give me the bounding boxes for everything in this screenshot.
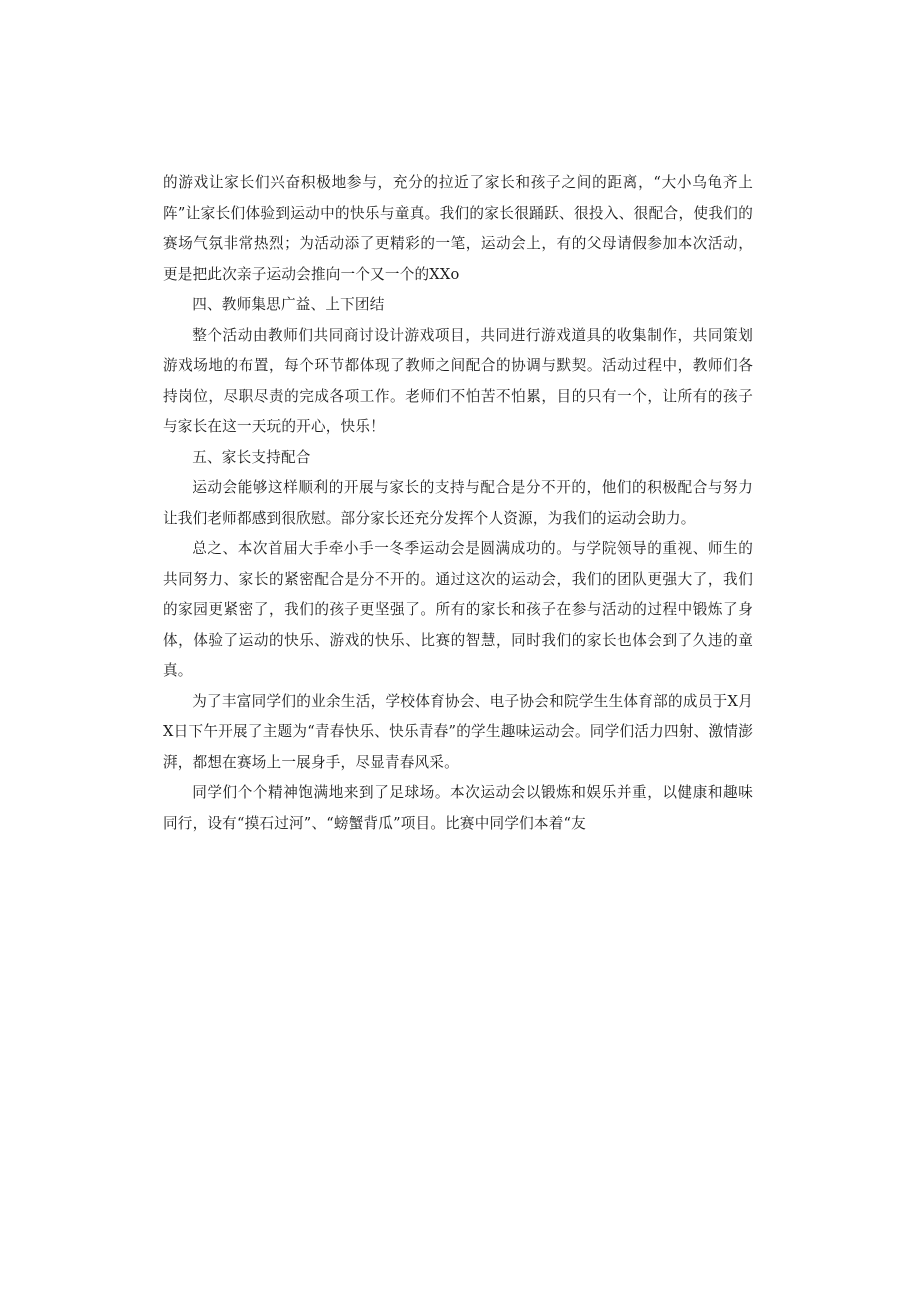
paragraph-continuation: 的游戏让家长们兴奋积极地参与，充分的拉近了家长和孩子之间的距离，“大小乌龟齐上阵”让家长们体验到运动中的快乐与童真。我们的家长很踊跃、很投入、很配合，使我们的赛场气氛非常热烈；为活动添了更精彩的一笔，运动会上，有的父母请假参加本次活动，更是把此次亲子运动会推向一个又一个的XXo [163, 174, 753, 283]
paragraph-student-games: 为了丰富同学们的业余生活，学校体育协会、电子协会和院学生生体育部的成员于X月X日下午开展了主题为“青春快乐、快乐青春”的学生趣味运动会。同学们活力四射、激情澎湃，都想在赛场上一展身手，尽显青春风采。 [163, 692, 753, 771]
section-heading-four: 四、教师集思广益、上下团结 [192, 296, 385, 313]
paragraph-teachers: 整个活动由教师们共同商讨设计游戏项目，共同进行游戏道具的收集制作，共同策划游戏场地的布置，每个环节都体现了教师之间配合的协调与默契。活动过程中，教师们各持岗位，尽职尽责的完成各项工作。老师们不怕苦不怕累，目的只有一个，让所有的孩子与家长在这一天玩的开心，快乐！ [163, 326, 753, 435]
section-heading-five: 五、家长支持配合 [192, 448, 311, 466]
paragraph-parents-support: 运动会能够这样顺利的开展与家长的支持与配合是分不开的，他们的积极配合与努力让我们老师都感到很欣慰。部分家长还充分发挥个人资源，为我们的运动会助力。 [163, 479, 753, 527]
paragraph-football-field: 同学们个个精神饱满地来到了足球场。本次运动会以锻炼和娱乐并重，以健康和趣味同行，设有“摸石过河”、“螃蟹背瓜”项目。比赛中同学们本着“友 [163, 784, 753, 832]
paragraph-summary: 总之、本次首届大手牵小手一冬季运动会是圆满成功的。与学院领导的重视、师生的共同努力、家长的紧密配合是分不开的。通过这次的运动会，我们的团队更强大了，我们的家园更紧密了，我们的孩子更坚强了。所有的家长和孩子在参与活动的过程中锻炼了身体，体验了运动的快乐、游戏的快乐、比赛的智慧，同时我们的家长也体会到了久违的童真。 [163, 540, 753, 679]
document-body [163, 168, 753, 839]
